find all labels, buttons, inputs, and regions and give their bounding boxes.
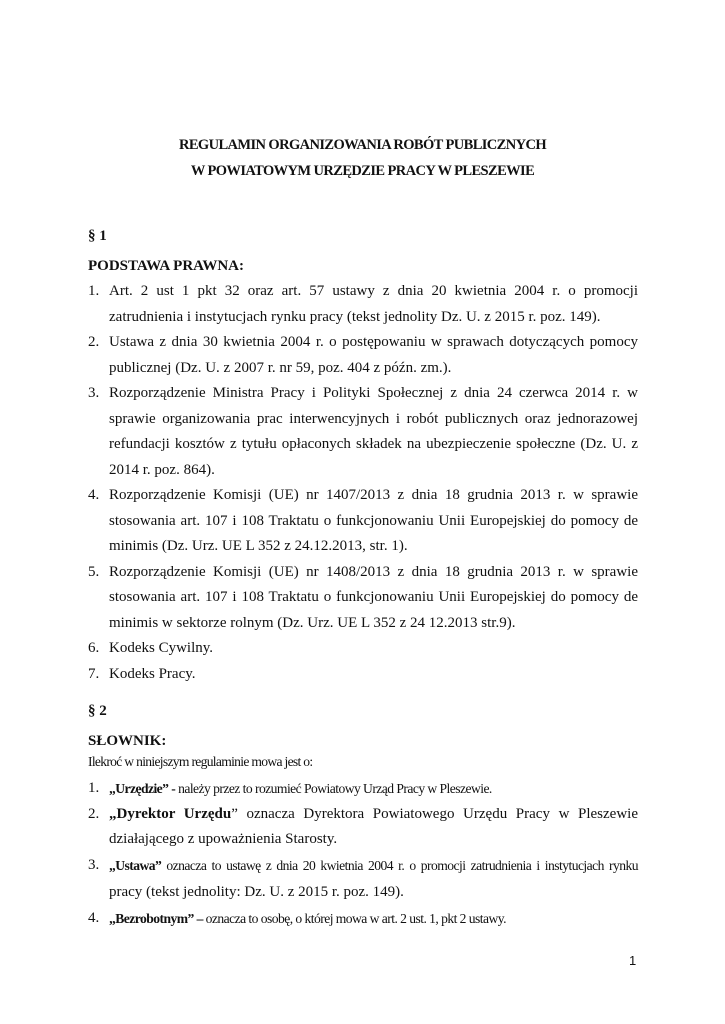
list-item: 3. Rozporządzenie Ministra Pracy i Polityki Społecznej z dnia 24 czerwca 2014 r. w sprawie organizowania prac interwencyjnych i robót publicznych oraz jednorazowej refundacji kosztów z tytułu opłaconych składek na ubezpieczenie społeczne (Dz. U. z 2014 r. poz. 864).	[88, 385, 638, 478]
list-item: 4. Rozporządzenie Komisji (UE) nr 1407/2013 z dnia 18 grudnia 2013 r. w sprawie stosowania art. 107 i 108 Traktatu o funkcjonowaniu Unii Europejskiej do pomocy de minimis (Dz. Urz. UE L 352 z 24.12.2013, str. 1).	[88, 487, 638, 554]
definition-text: oznacza to ustawę z dnia 20 kwietnia 2004 r. o promocji zatrudnienia i instytucjach rynku	[161, 857, 638, 873]
list-item: 2. „Dyrektor Urzędu” oznacza Dyrektora Powiatowego Urzędu Pracy w Pleszewie działającego z upoważnienia Starosty.	[88, 805, 638, 847]
definition-text-continued: pracy (tekst jednolity: Dz. U. z 2015 r. poz. 149).	[109, 884, 404, 900]
definition-text: należy przez to rozumieć Powiatowy Urząd Pracy w Pleszewie.	[175, 781, 492, 796]
list-item-text: Rozporządzenie Komisji (UE) nr 1408/2013 z dnia 18 grudnia 2013 r. w sprawie stosowania art. 107 i 108 Traktatu o funkcjonowaniu Unii Europejskiej do pomocy de minimis w sektorze rolnym (Dz. Urz. UE L 352 z 24 12.2013 str.9).	[109, 563, 638, 631]
list-item-text: Rozporządzenie Ministra Pracy i Polityki Społecznej z dnia 24 czerwca 2014 r. w sprawie organizowania prac interwencyjnych i robót publicznych oraz jednorazowej refundacji kosztów z tytułu opłaconych składek na ubezpieczenie społeczne (Dz. U. z 2014 r. poz. 864).	[109, 385, 638, 478]
list-item-text: Rozporządzenie Komisji (UE) nr 1407/2013 z dnia 18 grudnia 2013 r. w sprawie stosowania art. 107 i 108 Traktatu o funkcjonowaniu Unii Europejskiej do pomocy de minimis (Dz. Urz. UE L 352 z 24.12.2013, str. 1).	[109, 487, 638, 554]
page-number: 1	[629, 953, 637, 968]
definition-term: „Dyrektor Urzędu	[109, 805, 232, 822]
definition-term: „Ustawa”	[109, 857, 162, 873]
definition-text: ” oznacza Dyrektora Powiatowego Urzędu Pracy w Pleszewie działającego z upoważnienia Starosty.	[109, 805, 638, 847]
definition-term: „Urzędzie” -	[109, 781, 176, 796]
list-item: 4. „Bezrobotnym” – oznacza to osobę, o której mowa w art. 2 ust. 1, pkt 2 ustawy.	[88, 909, 506, 926]
dictionary-list	[88, 776, 638, 931]
list-item: 7. Kodeks Pracy.	[88, 665, 196, 682]
list-item: 2. Ustawa z dnia 30 kwietnia 2004 r. o postępowaniu w sprawach dotyczących pomocy publicznej (Dz. U. z 2007 r. nr 59, poz. 404 z późn. zm.).	[88, 334, 638, 376]
list-item: 6. Kodeks Cywilny.	[88, 640, 214, 656]
list-item: 3. „Ustawa” oznacza to ustawę z dnia 20 kwietnia 2004 r. o promocji zatrudnienia i instytucjach rynku pracy (tekst jednolity: Dz. U. z 2015 r. poz. 149).	[88, 856, 638, 900]
list-item-text: Ustawa z dnia 30 kwietnia 2004 r. o postępowaniu w sprawach dotyczących pomocy publicznej (Dz. U. z 2007 r. nr 59, poz. 404 z późn. zm.).	[109, 334, 638, 376]
list-item: 1. Art. 2 ust 1 pkt 32 oraz art. 57 ustawy z dnia 20 kwietnia 2004 r. o promocji zatrudnienia i instytucjach rynku pracy (tekst jednolity Dz. U. z 2015 r. poz. 149).	[88, 283, 638, 325]
list-item-text: Art. 2 ust 1 pkt 32 oraz art. 57 ustawy z dnia 20 kwietnia 2004 r. o promocji zatrudnienia i instytucjach rynku pracy (tekst jednolity Dz. U. z 2015 r. poz. 149).	[109, 283, 638, 325]
document-title-line-1: REGULAMIN ORGANIZOWANIA ROBÓT PUBLICZNYCH	[178, 137, 547, 153]
list-item-text: Kodeks Pracy.	[109, 665, 196, 682]
list-item: 5. Rozporządzenie Komisji (UE) nr 1408/2013 z dnia 18 grudnia 2013 r. w sprawie stosowania art. 107 i 108 Traktatu o funkcjonowaniu Unii Europejskiej do pomocy de minimis w sektorze rolnym (Dz. Urz. UE L 352 z 24 12.2013 str.9).	[88, 563, 638, 631]
document-title-line-2: W POWIATOWYM URZĘDZIE PRACY W PLESZEWIE	[190, 163, 535, 179]
definition-text: oznacza to osobę, o której mowa w art. 2 ust. 1, pkt 2 ustawy.	[202, 910, 506, 926]
dictionary-intro: Ilekroć w niniejszym regulaminie mowa jest o:	[88, 754, 313, 769]
legal-basis-list	[88, 279, 638, 687]
section-2-symbol: § 2	[88, 703, 107, 719]
definition-term: „Bezrobotnym” –	[109, 910, 203, 926]
section-1-heading: PODSTAWA PRAWNA:	[88, 258, 244, 274]
section-1-symbol: § 1	[88, 228, 107, 244]
section-2-heading: SŁOWNIK:	[88, 733, 167, 749]
list-item: 1. „Urzędzie” - należy przez to rozumieć Powiatowy Urząd Pracy w Pleszewie.	[88, 780, 492, 796]
list-item-text: Kodeks Cywilny.	[109, 640, 214, 656]
